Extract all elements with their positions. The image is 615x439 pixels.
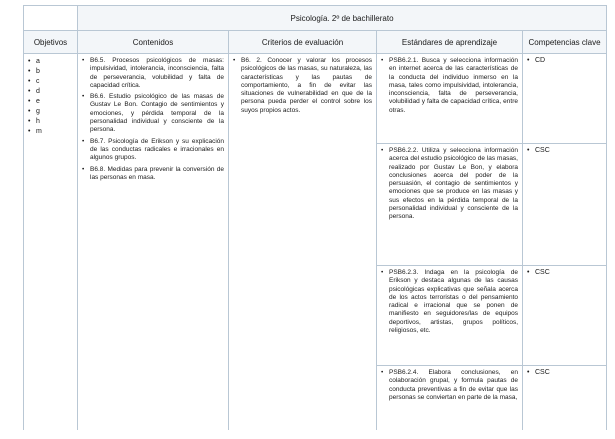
header-objetivos: Objetivos — [24, 31, 78, 54]
list-item: • d — [28, 88, 40, 95]
list-item: • c — [28, 78, 40, 85]
list-item: • B6.5. Procesos psicológicos de masas: impulsividad, intolerancia, inconsciencia, falta de perseverancia, volubilidad y falta de capacidad crítica. — [82, 57, 224, 89]
contenidos-cell — [78, 54, 229, 431]
estandar-cell — [377, 366, 523, 431]
bullet-icon: • — [381, 57, 384, 64]
list-item: • b — [28, 68, 40, 75]
objetivos-cell — [24, 54, 78, 431]
list-item: • PSB6.2.3. Indaga en la psicología de Erikson y destaca algunas de las causas psicológicas explicativas que señala acerca de los actos terroristas o del pensamiento radical e irracional que se ponen de manifiesto en seguidores/las de equipos deportivos, artistas, grupos políticos, religiosos, etc. — [381, 269, 518, 335]
bullet-icon: • — [381, 369, 384, 376]
list-item: • B6.6. Estudio psicológico de las masas de Gustav Le Bon. Contagio de sentimientos y emociones, y pérdida temporal de la personalidad individual y consciente de la persona. — [82, 93, 224, 134]
bullet-icon: • — [381, 269, 384, 276]
list-item: • m — [28, 128, 42, 135]
bullet-icon: • — [82, 165, 85, 173]
bullet-icon: • — [28, 118, 31, 125]
list-item: • a — [28, 58, 40, 65]
bullet-icon: • — [28, 88, 31, 95]
header-estandares: Estándares de aprendizaje — [377, 31, 523, 54]
bullet-icon: • — [28, 98, 31, 105]
bullet-icon: • — [82, 137, 85, 145]
list-item: • g — [28, 108, 40, 115]
bullet-icon: • — [82, 57, 85, 64]
bullet-icon: • — [28, 108, 31, 115]
list-item: • CSC — [527, 369, 550, 376]
bullet-icon: • — [527, 369, 530, 376]
list-item: • B6.7. Psicología de Erikson y su explicación de las conductas radicales e irracionales en algunos grupos. — [82, 137, 224, 162]
bullet-icon: • — [527, 57, 530, 64]
competencia-cell — [523, 54, 607, 144]
header-criterios: Criterios de evaluación — [229, 31, 377, 54]
list-item: • PSB6.2.1. Busca y selecciona información en internet acerca de las características de la conducta del individuo inmerso en la masa, tales como impulsividad, intolerancia, inconsciencia, falta de perseverancia, volubilidad y falta de capacidad crítica, entre otras. — [381, 57, 518, 114]
header-competencias: Competencias clave — [523, 31, 607, 54]
estandar-cell — [377, 266, 523, 366]
estandar-cell — [377, 144, 523, 266]
bullet-icon: • — [28, 58, 31, 65]
list-item: • B6. 2. Conocer y valorar los procesos psicológicos de las masas, su naturaleza, las características y las pautas de comportamiento, a fin de evitar las situaciones de vulnerabilidad en que de la persona pueda perder el control sobre los suyos propios actos. — [233, 57, 372, 114]
header-contenidos: Contenidos — [78, 31, 229, 54]
contenidos-list — [82, 57, 224, 182]
list-item: • e — [28, 98, 40, 105]
estandar-cell — [377, 54, 523, 144]
competencia-cell — [523, 366, 607, 431]
list-item: • B6.8. Medidas para prevenir la conversión de las personas en masa. — [82, 165, 224, 181]
curriculum-table-frame — [23, 5, 613, 430]
corner-cell — [24, 6, 78, 31]
objetivos-list — [28, 57, 73, 137]
bullet-icon: • — [82, 93, 85, 101]
curriculum-table — [23, 5, 607, 430]
competencia-cell — [523, 144, 607, 266]
criterios-cell — [229, 54, 377, 431]
list-item: • h — [28, 118, 40, 125]
table-title: Psicología. 2º de bachillerato — [78, 6, 607, 31]
list-item: • CD — [527, 57, 546, 64]
bullet-icon: • — [28, 128, 31, 135]
list-item: • CSC — [527, 269, 550, 276]
criterios-list — [233, 57, 372, 115]
bullet-icon: • — [233, 57, 236, 64]
competencia-cell — [523, 266, 607, 366]
list-item: • PSB6.2.2. Utiliza y selecciona información acerca del estudio psicológico de las masas, realizado por Gustav Le Bon, y elabora conclusiones acerca del poder de la persuasión, el contagio de sentimientos y emociones que se produce en las masas y sus efectos en la pérdida temporal de la personalidad individual y consciente de la persona. — [381, 147, 518, 221]
bullet-icon: • — [28, 68, 31, 75]
bullet-icon: • — [527, 269, 530, 276]
bullet-icon: • — [527, 147, 530, 154]
bullet-icon: • — [381, 147, 384, 154]
list-item: • CSC — [527, 147, 550, 154]
bullet-icon: • — [28, 78, 31, 85]
list-item: • PSB6.2.4. Elabora conclusiones, en colaboración grupal, y formula pautas de conducta preventivas a fin de evitar que las personas se conviertan en parte de la masa, — [381, 369, 518, 401]
